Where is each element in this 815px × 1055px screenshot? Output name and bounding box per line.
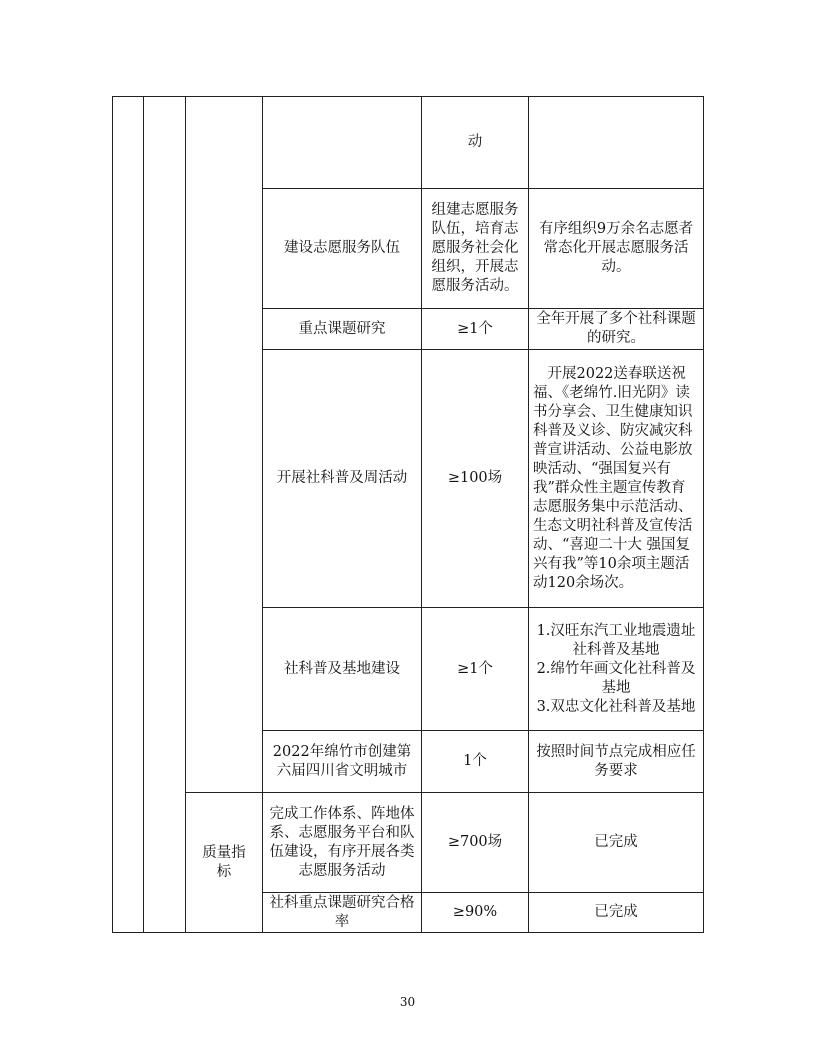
page-number: 30 [399,995,416,1009]
item-cell [263,97,422,189]
result-cell: 已完成 [529,893,704,933]
quality-label: 质量指标 [202,844,246,880]
item-cell: 社科普及基地建设 [263,608,422,731]
result-cell: 有序组织9万余名志愿者常态化开展志愿服务活动。 [529,189,704,309]
result-line: 1.汉旺东汽工业地震遗址社科普及基地 [536,622,696,658]
target-cell: ≥700场 [422,793,529,893]
item-cell: 开展社科普及周活动 [263,350,422,608]
level1-cell [113,97,144,933]
performance-table [112,96,704,933]
item-cell: 2022年绵竹市创建第六届四川省文明城市 [263,731,422,793]
target-cell: ≥90% [422,893,529,933]
table-row [113,97,704,189]
item-cell: 完成工作体系、阵地体系、志愿服务平台和队伍建设，有序开展各类志愿服务活动 [263,793,422,893]
level3-cell [186,97,263,793]
item-cell: 重点课题研究 [263,309,422,350]
table-row [113,793,704,893]
result-cell: 已完成 [529,793,704,893]
result-cell: 开展2022送春联送祝福、《老绵竹.旧光阴》读书分享会、卫生健康知识科普及义诊、防灾减灾科普宣讲活动、公益电影放映活动、“强国复兴有我”群众性主题宣传教育志愿服务集中示范活动、生态文明社科普及宣传活动、“喜迎二十大 强国复兴有我”等10余项主题活动120余场次。 [529,350,704,608]
target-cell: 1个 [422,731,529,793]
quality-label-cell [186,793,263,933]
result-cell [529,608,704,731]
item-cell: 社科重点课题研究合格率 [263,893,422,933]
result-line: 2.绵竹年画文化社科普及基地 [536,660,696,696]
result-cell: 全年开展了多个社科课题的研究。 [529,309,704,350]
target-cell: 组建志愿服务队伍，培育志愿服务社会化组织，开展志愿服务活动。 [422,189,529,309]
result-cell: 按照时间节点完成相应任务要求 [529,731,704,793]
target-cell: ≥100场 [422,350,529,608]
item-cell: 建设志愿服务队伍 [263,189,422,309]
result-cell [529,97,704,189]
level2-cell [144,97,186,933]
target-cell: ≥1个 [422,309,529,350]
target-cell: ≥1个 [422,608,529,731]
target-cell: 动 [422,97,529,189]
result-line: 3.双忠文化社科普及基地 [536,698,696,715]
